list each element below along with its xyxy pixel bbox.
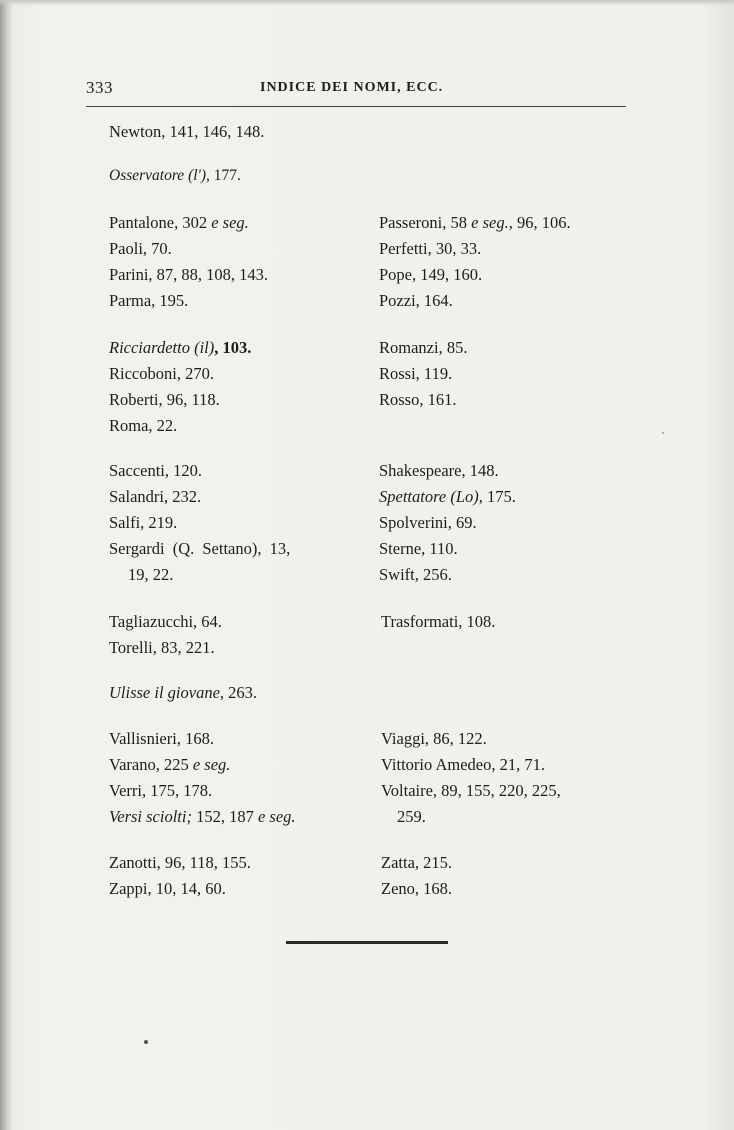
entry-tagliazucchi: Tagliazucchi, 64. — [109, 612, 222, 631]
entry-parma: Parma, 195. — [109, 291, 189, 310]
entry-paoli: Paoli, 70. — [109, 239, 172, 258]
entry-zatta: Zatta, 215. — [381, 853, 453, 872]
page-number: 333 — [86, 78, 113, 97]
entry-shakespeare: Shakespeare, 148. — [379, 461, 499, 480]
entry-roma: Roma, 22. — [109, 416, 178, 435]
entry-sergardi-cont: 19, 22. — [128, 565, 174, 584]
print-speck — [662, 432, 664, 434]
entry-rossi: Rossi, 119. — [379, 364, 453, 383]
entry-pope: Pope, 149, 160. — [379, 265, 483, 284]
entry-zeno: Zeno, 168. — [381, 879, 453, 898]
entry-pantalone: Pantalone, 302 e seg. — [109, 213, 249, 232]
entry-varano: Varano, 225 e seg. — [109, 755, 231, 774]
entry-sterne: Sterne, 110. — [379, 539, 458, 558]
entry-verri: Verri, 175, 178. — [109, 781, 213, 800]
entry-roberti: Roberti, 96, 118. — [109, 390, 220, 409]
entry-torelli: Torelli, 83, 221. — [109, 638, 215, 657]
entry-zanotti: Zanotti, 96, 118, 155. — [109, 853, 251, 872]
entry-rosso: Rosso, 161. — [379, 390, 457, 409]
entry-zappi: Zappi, 10, 14, 60. — [109, 879, 226, 898]
print-speck — [144, 1040, 148, 1044]
running-title: INDICE DEI NOMI, ECC. — [260, 80, 444, 95]
entry-ricciardetto: Ricciardetto (il), 103. — [109, 338, 252, 357]
entry-parini: Parini, 87, 88, 108, 143. — [109, 265, 269, 284]
entry-spolverini: Spolverini, 69. — [379, 513, 477, 532]
entry-sergardi: Sergardi (Q. Settano), 13, — [109, 539, 291, 558]
page-top-edge — [0, 0, 734, 6]
entry-ulisse: Ulisse il giovane, 263. — [109, 683, 258, 702]
header-rule — [86, 106, 626, 107]
page-spine-shadow — [0, 0, 12, 1130]
entry-trasformati: Trasformati, 108. — [381, 612, 496, 631]
entry-pozzi: Pozzi, 164. — [379, 291, 453, 310]
entry-versi-sciolti: Versi sciolti; 152, 187 e seg. — [109, 807, 296, 826]
entry-viaggi: Viaggi, 86, 122. — [381, 729, 487, 748]
entry-romanzi: Romanzi, 85. — [379, 338, 468, 357]
entry-vallisnieri: Vallisnieri, 168. — [109, 729, 214, 748]
end-rule — [286, 941, 448, 944]
page-header — [86, 78, 626, 100]
entry-salfi: Salfi, 219. — [109, 513, 178, 532]
entry-osservatore: Osservatore (l'), 177. — [109, 167, 241, 184]
entry-saccenti: Saccenti, 120. — [109, 461, 203, 480]
entry-perfetti: Perfetti, 30, 33. — [379, 239, 482, 258]
entry-vittorio-amedeo: Vittorio Amedeo, 21, 71. — [381, 755, 545, 774]
entry-voltaire-cont: 259. — [397, 807, 426, 826]
entry-passeroni: Passeroni, 58 e seg., 96, 106. — [379, 213, 571, 232]
entry-riccoboni: Riccoboni, 270. — [109, 364, 214, 383]
entry-salandri: Salandri, 232. — [109, 487, 202, 506]
entry-swift: Swift, 256. — [379, 565, 452, 584]
entry-voltaire: Voltaire, 89, 155, 220, 225, — [381, 781, 561, 800]
entry-spettatore: Spettatore (Lo), 175. — [379, 487, 516, 506]
entry-newton: Newton, 141, 146, 148. — [109, 122, 265, 141]
